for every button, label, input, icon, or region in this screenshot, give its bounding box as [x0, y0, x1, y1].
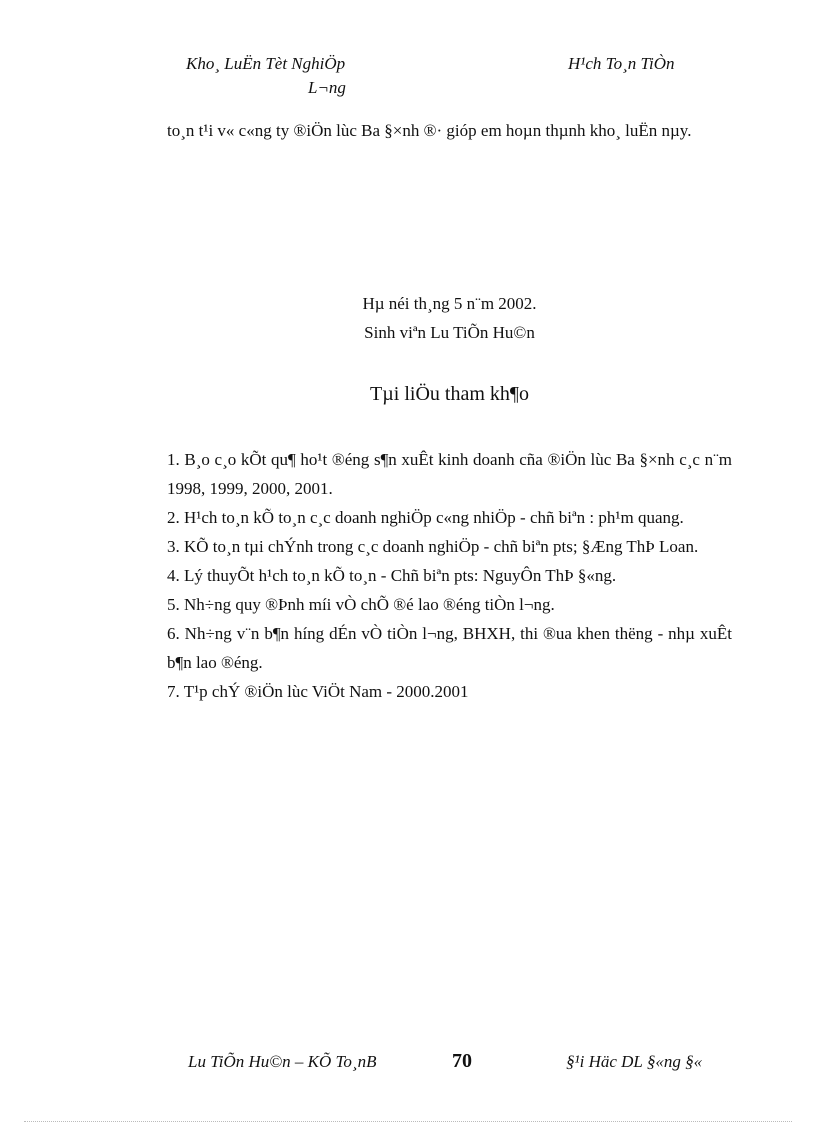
reference-item: 1. B¸o c¸o kÕt qu¶ ho¹t ®éng s¶n xuÊt kinh doanh cña ®iÖn lùc Ba §×nh c¸c n¨m 1998, 1999, 2000, 2001.	[167, 450, 732, 498]
header-left-title-continued: L¬ng	[308, 78, 346, 97]
references-list	[167, 445, 732, 706]
reference-item: 4. Lý thuyÕt h¹ch to¸n kÕ to¸n - Chñ biªn pts: NguyÔn ThÞ §«ng.	[167, 566, 617, 585]
header-right-title: H¹ch To¸n TiÒn	[568, 54, 675, 73]
footer-school: §¹i Häc DL §«ng §«	[566, 1052, 703, 1071]
signature-date: Hµ néi th¸ng 5 n¨m 2002.	[362, 294, 537, 313]
reference-item: 5. Nh÷ng quy ®Þnh míi vÒ chÕ ®é lao ®éng tiÒn l¬ng.	[167, 595, 555, 614]
reference-item: 6. Nh÷ng v¨n b¶n híng dÉn vÒ tiÒn l¬ng, BHXH, thi ®ua khen thëng - nhµ xuÊt b¶n lao ®éng.	[167, 624, 732, 672]
page-number: 70	[452, 1050, 472, 1072]
reference-item: 2. H¹ch to¸n kÕ to¸n c¸c doanh nghiÖp c«ng nhiÖp - chñ biªn : ph¹m quang.	[167, 508, 684, 527]
page-bottom-divider	[24, 1121, 792, 1122]
signature-student: Sinh viªn Lu TiÕn Hu©n	[364, 323, 535, 342]
reference-item: 7. T¹p chÝ ®iÖn lùc ViÖt Nam - 2000.2001	[167, 682, 469, 701]
header-left-title: Kho¸ LuËn Tèt NghiÖp	[186, 54, 346, 73]
reference-item: 3. KÕ to¸n tµi chÝnh trong c¸c doanh nghiÖp - chñ biªn pts; §Æng ThÞ Loan.	[167, 537, 699, 556]
intro-paragraph: to¸n t¹i v« c«ng ty ®iÖn lùc Ba §×nh ®· gióp em hoµn thµnh kho¸ luËn nµy.	[167, 121, 692, 140]
footer-author: Lu TiÕn Hu©n – KÕ To¸nB	[188, 1052, 377, 1071]
references-title: Tµi liÖu tham kh¶o	[370, 383, 529, 405]
